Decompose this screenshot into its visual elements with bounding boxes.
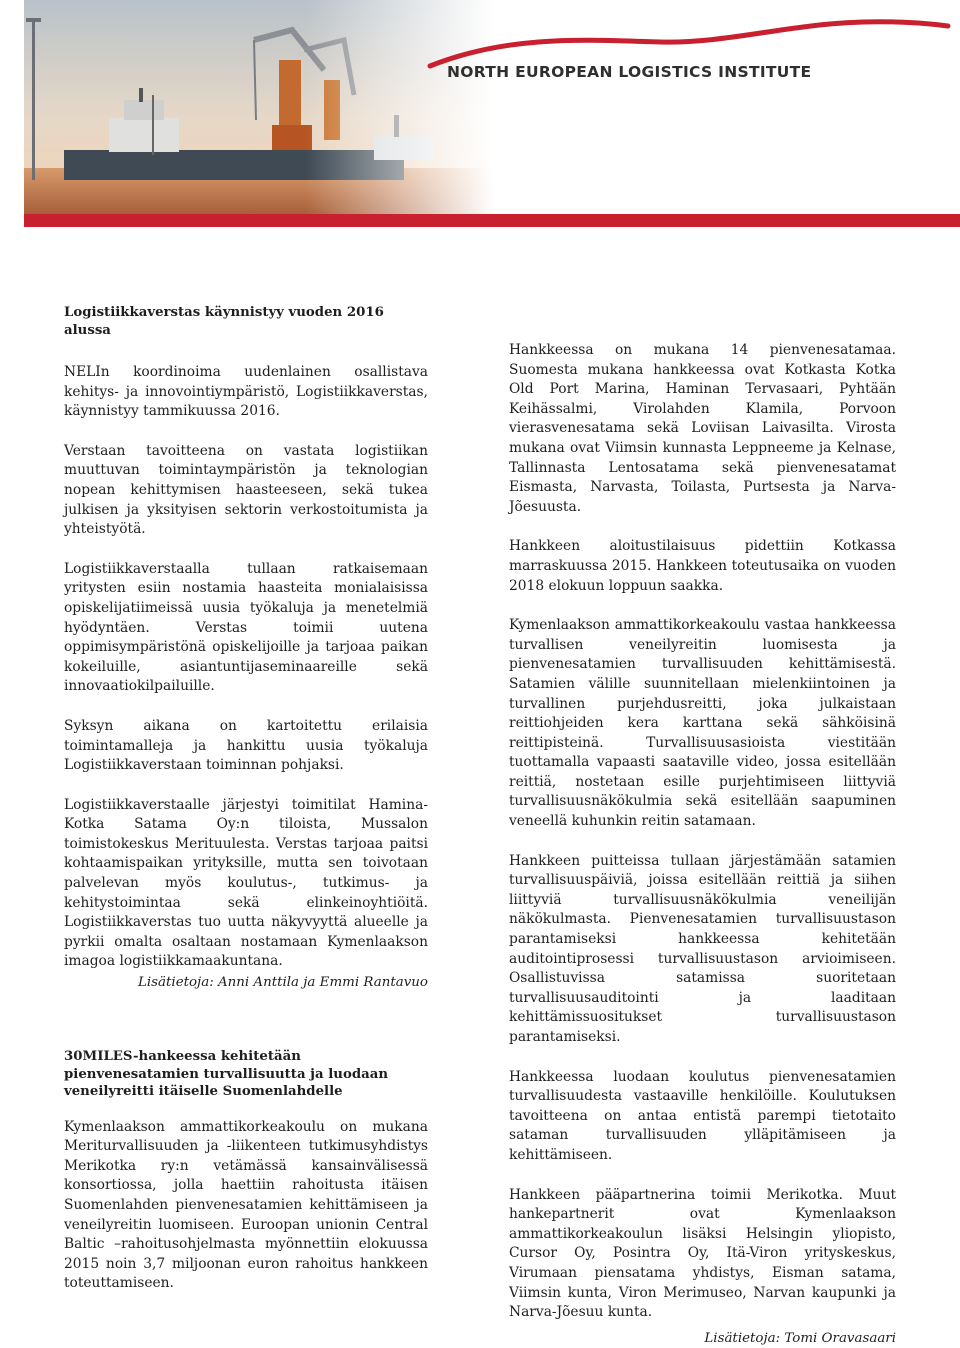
page-header [0, 0, 960, 230]
paragraph: Kymenlaakson ammattikorkeakoulu on mukana Meriturvallisuuden ja -liikenteen tutkimusyhdistys Merikotka ry:n vetämässä kansainvälisessä konsortiossa, jolla haettiin rahoitusta itäisen Suomenlahden pienvenesatamien kehittämiseen ja veneilyreitin luomiseen. Euroopan unionin Central Baltic –rahoitusohjelmasta myönnettiin elokuussa 2015 noin 3,7 miljoonan euron rahoitus hankkeen toteuttamiseen. [64, 1118, 428, 1292]
paragraph: Hankkeessa luodaan koulutus pienvenesatamien turvallisuudesta vastaaville henkilöille. Koulutuksen tavoitteena on antaa entistä parempi tietotaito sataman turvallisuuden ylläpitämiseen ja kehittämiseen. [509, 1068, 896, 1163]
left-column [64, 300, 428, 1294]
header-red-bar [24, 214, 960, 227]
paragraph: Verstaan tavoitteena on vastata logistiikan muuttuvan toimintaympäristön ja teknologian nopean kehittymisen haasteeseen, sekä tukea julkisen ja yksityisen sektorin verkostoitumista ja yhteistyötä. [64, 442, 428, 538]
article-heading-30miles: 30MILES-hankeessa kehitetään pienvenesatamien turvallisuutta ja luodaan veneilyreitti itäiselle Suomenlahdelle [64, 1049, 389, 1100]
paragraph: Logistiikkaverstaalla tullaan ratkaisemaan yritysten esiin nostamia haasteita monialaisissa opiskelijatiimeissä uusia työkaluja ja menetelmiä hyödyntäen. Verstas toimii uutena oppimisympäristönä opiskelijoille ja tarjoaa paikan kokeiluille, asiantuntijaseminaareille sekä innovaatiokilpailuille. [64, 560, 428, 695]
paragraph: Hankkeessa on mukana 14 pienvenesatamaa. Suomesta mukana hankkeessa ovat Kotkasta Kotka Old Port Marina, Haminan Tervasaari, Pyhtään Keihässalmi, Virolahden Klamila, Porvoon vierasvenesatama sekä Loviisan Laivasilta. Virosta mukana ovat Viimsin kunnasta Leppneeme ja Kelnase, Tallinnasta Lentosatama sekä pienvenesatamat Eismasta, Narvasta, Toilasta, Purtsesta ja Narva-Jõesuusta. [509, 342, 896, 515]
article-heading-logistiikkaverstas: Logistiikkaverstas käynnistyy vuoden 2016 alussa [64, 305, 384, 338]
paragraph: Kymenlaakson ammattikorkeakoulu vastaa hankkeessa turvallisen veneilyreitin luomisesta ja pienvenesatamien turvallisuuden kehittämisestä. Satamien välille suunnitellaan mielenkiintoinen ja turvallinen purjehdusreitti, joka julkaistaan reittiohjeiden kera karttana sekä sähköisinä reittipisteinä. Turvallisuusasioista viestitään tuottamalla vapaasti saataville video, jossa esitellään reittiä, nostetaan esille purjehtimiseen liittyviä turvallisuusnäkökulmia sekä esitellään saapuminen veneellä kuhunkin reitin satamaan. [509, 617, 896, 830]
paragraph: NELIn koordinoima uudenlainen osallistava kehitys- ja innovointiympäristö, Logistiikkaverstas, käynnistyy tammikuussa 2016. [64, 364, 428, 420]
right-column [509, 341, 896, 1348]
paragraph: Logistiikkaverstaalle järjestyi toimitilat Hamina-Kotka Satama Oy:n tiloista, Mussalon toimistokeskus Merituulesta. Verstas tarjoaa paitsi kohtaamispaikan yrityksille, mutta sen toivotaan palvelevan myös koulutus-, tutkimus- ja kehitystoimintaa sekä elinkeinoyhtiöitä. Logistiikkaverstas tuo uutta näkyvyyttä alueelle ja pyrkii omalta osaltaan nostamaan Kymenlaakson imagoa logistiikkamaakuntana. [64, 796, 428, 970]
contact-credit: Lisätietoja: Anni Anttila ja Emmi Rantavuo [138, 975, 428, 991]
section-spacer [64, 992, 428, 1048]
paragraph: Hankkeen pääpartnerina toimii Merikotka. Muut hankepartnerit ovat Kymenlaakson ammattikorkeakoulun lisäksi Helsingin yliopisto, Cursor Oy, Posintra Oy, Itä-Viron yrityskeskus, Virumaan piensatama yhdistys, Eisman satama, Viimsin kunta, Viron Merimuseo, Narvan kaupunki ja Narva-Jõesuu kunta. [509, 1186, 896, 1321]
paragraph: Hankkeen aloitustilaisuus pidettiin Kotkassa marraskuussa 2015. Hankkeen toteutusaika on vuoden 2018 elokuun loppuun saakka. [509, 538, 896, 594]
paragraph: Syksyn aikana on kartoitettu erilaisia toimintamalleja ja hankittu uusia työkaluja Logistiikkaverstaan toiminnan pohjaksi. [64, 717, 428, 774]
paragraph: Hankkeen puitteissa tullaan järjestämään satamien turvallisuuspäiviä, joissa esitellään reittiä ja siihen liittyviä turvallisuusnäkökulmia veneilijän näkökulmasta. Pienvenesatamien turvallisuustason parantamiseksi hankkeessa kehitetään auditointiprosessi turvallisuustason arvioimiseen. Osallistuvissa satamissa suoritetaan turvallisuusauditointi ja laaditaan kehittämissuositukset turvallisuustason parantamiseksi. [509, 852, 896, 1045]
contact-credit: Lisätietoja: Tomi Oravasaari [704, 1330, 896, 1346]
brand-name: NORTH EUROPEAN LOGISTICS INSTITUTE [447, 63, 812, 81]
